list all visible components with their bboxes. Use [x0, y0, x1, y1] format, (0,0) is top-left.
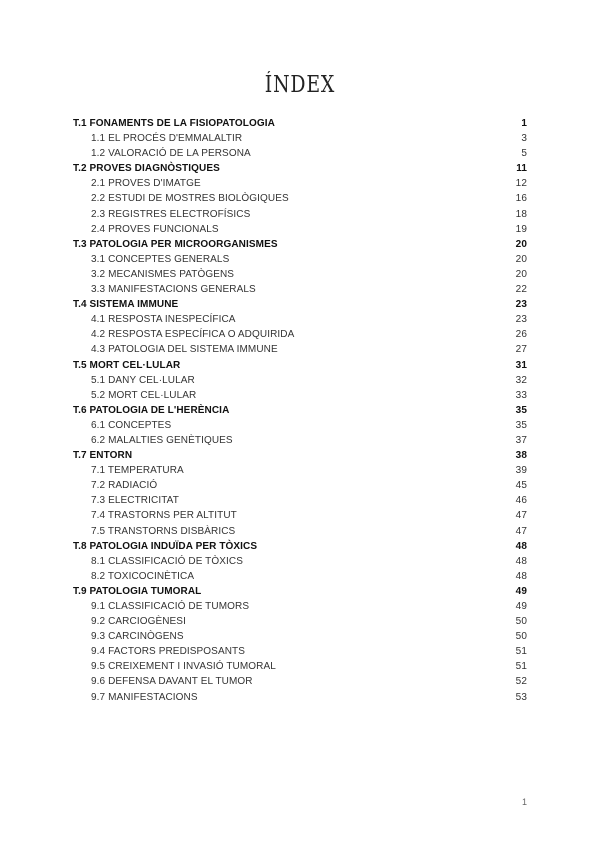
- toc-entry-label: T.6 PATOLOGIA DE L'HERÈNCIA: [73, 404, 230, 416]
- toc-entry-label: 8.1 CLASSIFICACIÓ DE TÒXICS: [91, 555, 244, 567]
- toc-entry-label: T.3 PATOLOGIA PER MICROORGANISMES: [73, 238, 278, 250]
- toc-entry-page: 47: [515, 510, 527, 522]
- toc-entry-label: 7.3 ELECTRICITAT: [91, 495, 179, 507]
- toc-section-entry[interactable]: [73, 312, 527, 327]
- toc-entry-label: 9.2 CARCIOGÈNESI: [91, 616, 186, 628]
- toc-entry-label: 2.4 PROVES FUNCIONALS: [91, 223, 219, 235]
- toc-section-entry[interactable]: [73, 176, 527, 191]
- toc-chapter-entry[interactable]: [73, 358, 527, 373]
- toc-section-entry[interactable]: [73, 222, 527, 237]
- toc-entry-label: T.9 PATOLOGIA TUMORAL: [73, 585, 202, 597]
- toc-section-entry[interactable]: [73, 508, 527, 523]
- toc-entry-page: 23: [515, 299, 527, 311]
- toc-section-entry[interactable]: [73, 554, 527, 569]
- toc-entry-page: 3: [521, 133, 527, 145]
- toc-section-entry[interactable]: [73, 493, 527, 508]
- toc-entry-page: 39: [515, 465, 527, 477]
- toc-entry-page: 53: [515, 691, 527, 703]
- page-number: 1: [521, 797, 527, 807]
- toc-entry-label: 2.1 PROVES D'IMATGE: [91, 178, 201, 190]
- toc-entry-page: 48: [515, 540, 527, 552]
- toc-entry-page: 47: [515, 525, 527, 537]
- toc-entry-label: 3.1 CONCEPTES GENERALS: [91, 253, 230, 265]
- toc-entry-page: 22: [515, 284, 527, 296]
- toc-entry-label: 7.4 TRASTORNS PER ALTITUT: [91, 510, 237, 522]
- toc-chapter-entry[interactable]: [73, 237, 527, 252]
- toc-entry-page: 35: [515, 419, 527, 431]
- toc-entry-label: T.5 MORT CEL·LULAR: [73, 359, 181, 371]
- toc-entry-label: T.8 PATOLOGIA INDUÏDA PER TÒXICS: [73, 540, 258, 552]
- toc-entry-page: 26: [515, 329, 527, 341]
- toc-entry-label: 6.2 MALALTIES GENÈTIQUES: [91, 434, 233, 446]
- toc-section-entry[interactable]: [73, 131, 527, 146]
- toc-chapter-entry[interactable]: [73, 297, 527, 312]
- toc-entry-page: 32: [515, 374, 527, 386]
- toc-section-entry[interactable]: [73, 388, 527, 403]
- toc-section-entry[interactable]: [73, 478, 527, 493]
- toc-entry-label: 5.2 MORT CEL·LULAR: [91, 389, 197, 401]
- toc-entry-page: 48: [515, 570, 527, 582]
- toc-entry-page: 27: [515, 344, 527, 356]
- page-title: ÍNDEX: [264, 72, 336, 98]
- toc-entry-page: 51: [515, 646, 527, 658]
- toc-section-entry[interactable]: [73, 191, 527, 206]
- toc-entry-page: 48: [515, 555, 527, 567]
- toc-chapter-entry[interactable]: [73, 448, 527, 463]
- toc-entry-page: 23: [515, 314, 527, 326]
- toc-entry-label: 4.2 RESPOSTA ESPECÍFICA O ADQUIRIDA: [91, 329, 295, 341]
- toc-entry-label: 9.6 DEFENSA DAVANT EL TUMOR: [91, 676, 253, 688]
- toc-entry-page: 33: [515, 389, 527, 401]
- toc-section-entry[interactable]: [73, 418, 527, 433]
- toc-entry-label: 9.4 FACTORS PREDISPOSANTS: [91, 646, 246, 658]
- toc-entry-label: 8.2 TOXICOCINÈTICA: [91, 570, 195, 582]
- toc-entry-page: 45: [515, 480, 527, 492]
- toc-section-entry[interactable]: [73, 282, 527, 297]
- toc-entry-label: T.1 FONAMENTS DE LA FISIOPATOLOGIA: [73, 118, 275, 129]
- toc-entry-label: 2.3 REGISTRES ELECTROFÍSICS: [91, 208, 251, 220]
- toc-entry-page: 18: [515, 208, 527, 220]
- toc-chapter-entry[interactable]: [73, 116, 527, 131]
- toc-entry-label: 7.1 TEMPERATURA: [91, 465, 184, 477]
- toc-entry-label: 3.3 MANIFESTACIONS GENERALS: [91, 284, 256, 296]
- toc-section-entry[interactable]: [73, 433, 527, 448]
- toc-entry-page: 16: [515, 193, 527, 205]
- toc-entry-label: 9.7 MANIFESTACIONS: [91, 691, 198, 703]
- toc-entry-page: 20: [515, 253, 527, 265]
- table-of-contents: [73, 116, 527, 705]
- toc-entry-page: 38: [515, 450, 527, 462]
- toc-section-entry[interactable]: [73, 629, 527, 644]
- toc-entry-page: 50: [515, 616, 527, 628]
- toc-chapter-entry[interactable]: [73, 539, 527, 554]
- toc-entry-page: 19: [515, 223, 527, 235]
- toc-section-entry[interactable]: [73, 146, 527, 161]
- toc-entry-label: 3.2 MECANISMES PATÒGENS: [91, 268, 235, 280]
- toc-entry-label: T.7 ENTORN: [73, 450, 133, 462]
- toc-section-entry[interactable]: [73, 267, 527, 282]
- toc-entry-page: 1: [521, 118, 527, 129]
- toc-entry-page: 37: [515, 434, 527, 446]
- toc-entry-page: 20: [515, 268, 527, 280]
- toc-entry-label: 5.1 DANY CEL·LULAR: [91, 374, 195, 386]
- toc-entry-page: 11: [516, 163, 527, 175]
- toc-section-entry[interactable]: [73, 674, 527, 689]
- toc-section-entry[interactable]: [73, 342, 527, 357]
- toc-entry-label: 7.2 RADIACIÓ: [91, 480, 158, 492]
- toc-entry-label: T.4 SISTEMA IMMUNE: [73, 299, 179, 311]
- toc-entry-label: T.2 PROVES DIAGNÒSTIQUES: [73, 163, 220, 175]
- toc-section-entry[interactable]: [73, 659, 527, 674]
- toc-chapter-entry[interactable]: [73, 403, 527, 418]
- toc-section-entry[interactable]: [73, 207, 527, 222]
- toc-section-entry[interactable]: [73, 252, 527, 267]
- toc-entry-label: 1.1 EL PROCÉS D'EMMALALTIR: [91, 133, 243, 145]
- toc-entry-page: 31: [515, 359, 527, 371]
- toc-section-entry[interactable]: [73, 644, 527, 659]
- toc-entry-label: 6.1 CONCEPTES: [91, 419, 172, 431]
- toc-section-entry[interactable]: [73, 569, 527, 584]
- toc-entry-label: 2.2 ESTUDI DE MOSTRES BIOLÒGIQUES: [91, 193, 289, 205]
- toc-section-entry[interactable]: [73, 463, 527, 478]
- toc-entry-page: 49: [515, 601, 527, 612]
- toc-entry-page: 51: [515, 661, 527, 673]
- toc-entry-label: 1.2 VALORACIÓ DE LA PERSONA: [91, 148, 251, 160]
- toc-entry-page: 52: [515, 676, 527, 688]
- toc-section-entry[interactable]: [73, 327, 527, 342]
- toc-entry-page: 12: [515, 178, 527, 190]
- toc-entry-label: 4.1 RESPOSTA INESPECÍFICA: [91, 314, 236, 326]
- toc-entry-label: 9.5 CREIXEMENT I INVASIÓ TUMORAL: [91, 661, 276, 673]
- toc-entry-page: 46: [515, 495, 527, 507]
- toc-entry-label: 7.5 TRANSTORNS DISBÀRICS: [91, 525, 236, 537]
- toc-entry-page: 20: [515, 238, 527, 250]
- toc-section-entry[interactable]: [73, 690, 527, 705]
- toc-section-entry[interactable]: [73, 599, 527, 614]
- toc-entry-label: 4.3 PATOLOGIA DEL SISTEMA IMMUNE: [91, 344, 278, 356]
- toc-section-entry[interactable]: [73, 614, 527, 629]
- toc-section-entry[interactable]: [73, 373, 527, 388]
- toc-entry-label: 9.3 CARCINÒGENS: [91, 631, 184, 643]
- toc-entry-page: 35: [515, 404, 527, 416]
- toc-entry-page: 50: [515, 631, 527, 643]
- toc-entry-page: 49: [515, 585, 527, 597]
- toc-chapter-entry[interactable]: [73, 161, 527, 176]
- toc-entry-label: 9.1 CLASSIFICACIÓ DE TUMORS: [91, 601, 250, 612]
- toc-entry-page: 5: [521, 148, 527, 160]
- toc-section-entry[interactable]: [73, 524, 527, 539]
- toc-chapter-entry[interactable]: [73, 584, 527, 599]
